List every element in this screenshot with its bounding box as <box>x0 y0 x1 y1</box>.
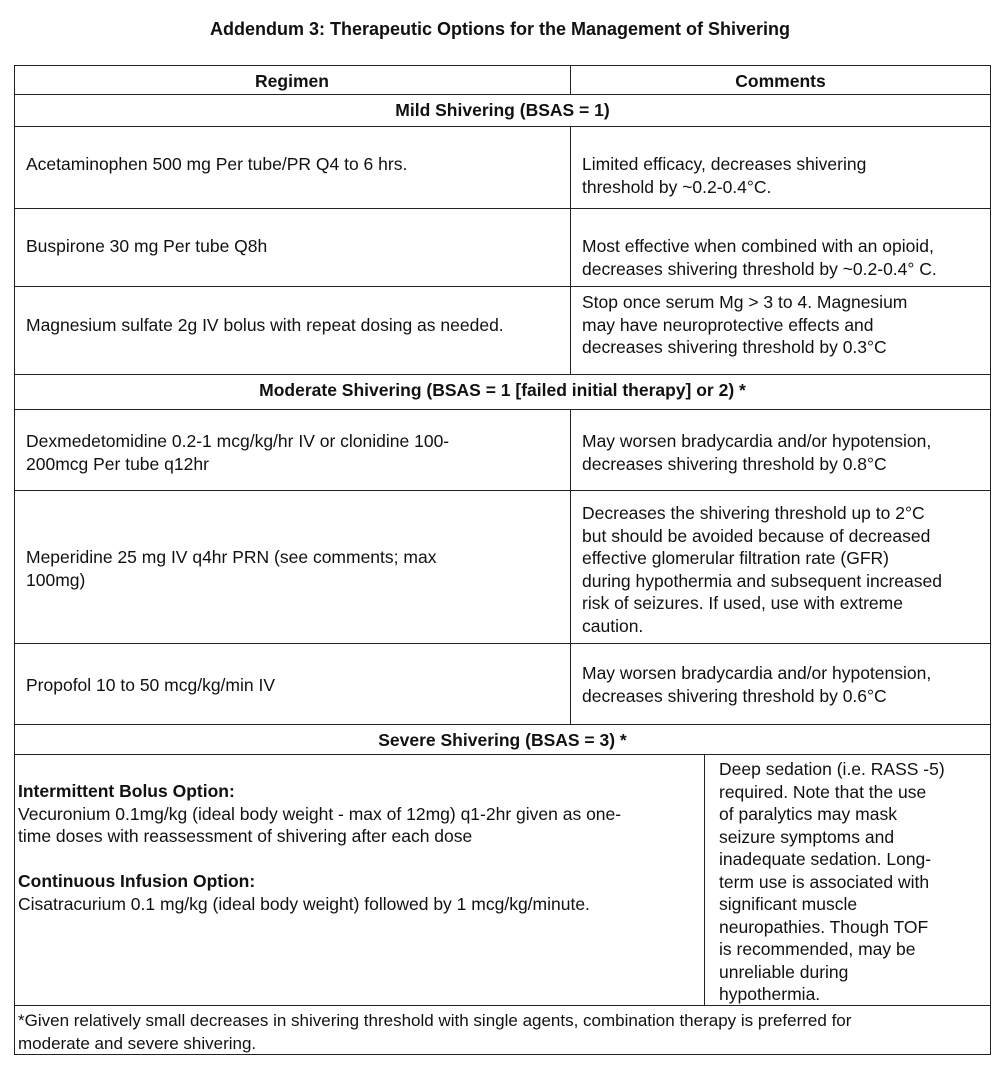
moderate-section-heading: Moderate Shivering (BSAS = 1 [failed initial therapy] or 2) * <box>259 380 746 400</box>
row-divider <box>14 724 991 725</box>
severe-regimen: Intermittent Bolus Option: Vecuronium 0.1mg/kg (ideal body weight - max of 12mg) q1-2hr given as one- time doses with reassessment of shivering after each dose Continuous Infusion Option: Cisatracurium 0.1 mg/kg (ideal body weight) followed by 1 mcg/kg/minute. <box>18 781 622 914</box>
regimen-propofol: Propofol 10 to 50 mcg/kg/min IV <box>26 675 276 695</box>
row-divider <box>14 490 991 491</box>
column-divider <box>570 126 571 374</box>
row-divider <box>14 208 991 209</box>
regimen-header: Regimen <box>255 71 329 91</box>
regimen-magnesium: Magnesium sulfate 2g IV bolus with repeat dosing as needed. <box>26 315 504 335</box>
comment-dexmedetomidine: May worsen bradycardia and/or hypotension, decreases shivering threshold by 0.8°C <box>582 431 932 474</box>
comment-magnesium: Stop once serum Mg > 3 to 4. Magnesium may have neuroprotective effects and decreases shivering threshold by 0.3°C <box>582 292 908 357</box>
row-divider <box>14 374 991 375</box>
footnote: *Given relatively small decreases in shivering threshold with single agents, combination therapy is preferred for moderate and severe shivering. <box>18 1011 852 1053</box>
comment-propofol: May worsen bradycardia and/or hypotension, decreases shivering threshold by 0.6°C <box>582 663 932 706</box>
continuous-infusion-title: Continuous Infusion Option: <box>18 871 256 891</box>
regimen-acetaminophen: Acetaminophen 500 mg Per tube/PR Q4 to 6 hrs. <box>26 154 408 174</box>
regimen-meperidine: Meperidine 25 mg IV q4hr PRN (see comments; max 100mg) <box>26 547 437 590</box>
row-divider <box>14 94 991 95</box>
row-divider <box>14 409 991 410</box>
row-divider <box>14 286 991 287</box>
intermittent-bolus-title: Intermittent Bolus Option: <box>18 781 235 801</box>
row-divider <box>14 754 991 755</box>
regimen-buspirone: Buspirone 30 mg Per tube Q8h <box>26 236 268 256</box>
comment-meperidine: Decreases the shivering threshold up to 2°C but should be avoided because of decreased effective glomerular filtration rate (GFR) during hypothermia and subsequent increased risk of seizures. If used, use with extreme caution. <box>582 503 942 636</box>
row-divider <box>14 126 991 127</box>
severe-comment: Deep sedation (i.e. RASS -5) required. Note that the use of paralytics may mask seizure symptoms and inadequate sedation. Long- term use is associated with significant muscle neuropathies. Though TOF is recommended, may be unreliable during hypothermia. <box>719 759 945 1004</box>
comment-acetaminophen: Limited efficacy, decreases shivering threshold by ~0.2-0.4°C. <box>582 154 867 197</box>
comment-buspirone: Most effective when combined with an opioid, decreases shivering threshold by ~0.2-0.4° C. <box>582 236 937 279</box>
comments-header: Comments <box>735 71 826 91</box>
severe-section-heading: Severe Shivering (BSAS = 3) * <box>378 730 627 750</box>
document-title: Addendum 3: Therapeutic Options for the Management of Shivering <box>209 19 791 39</box>
row-divider <box>14 643 991 644</box>
regimen-dexmedetomidine: Dexmedetomidine 0.2-1 mcg/kg/hr IV or clonidine 100- 200mcg Per tube q12hr <box>26 431 450 474</box>
mild-section-heading: Mild Shivering (BSAS = 1) <box>395 100 610 120</box>
column-divider <box>704 754 705 1005</box>
column-divider <box>570 409 571 724</box>
